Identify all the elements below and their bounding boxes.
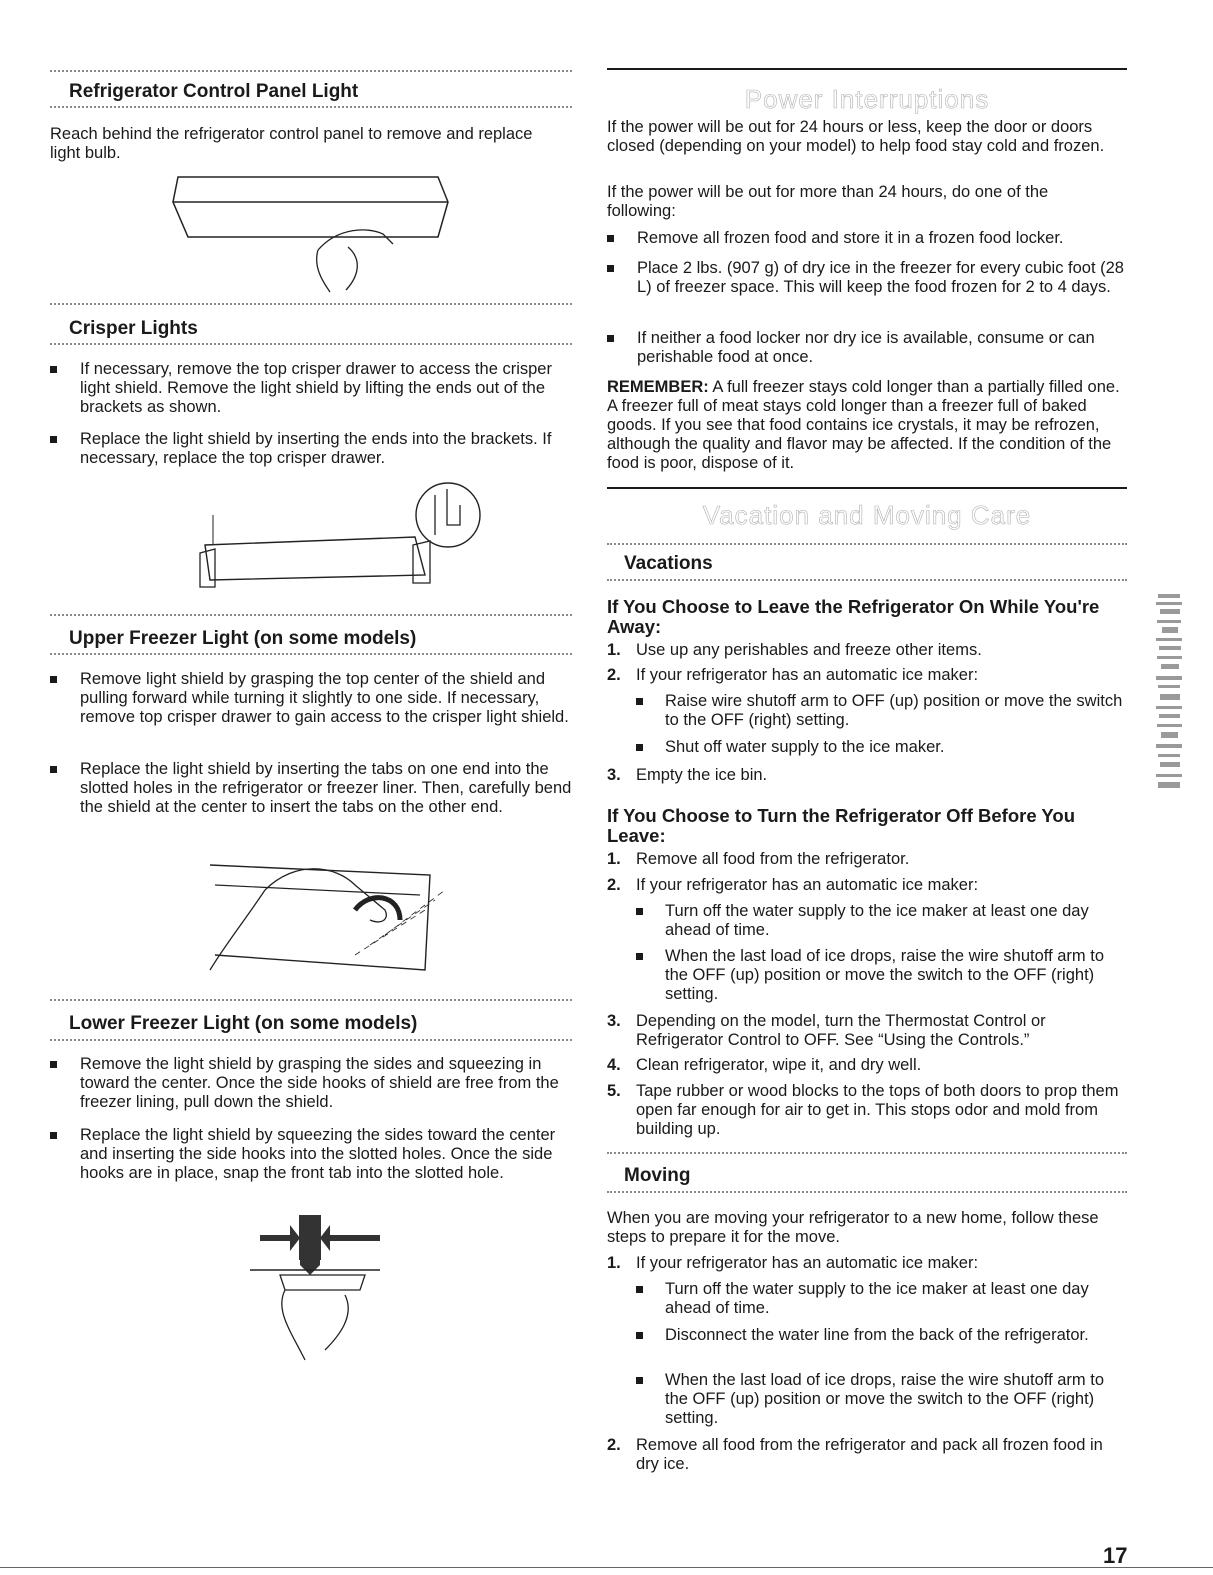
list-item: Replace the light shield by inserting the ends into the brackets. If necessary, replace the top crisper drawer.: [50, 430, 572, 468]
control-panel-heading: Refrigerator Control Panel Light: [69, 81, 359, 102]
crisper-illustration: [185, 475, 485, 600]
divider: [50, 999, 572, 1001]
divider: [50, 303, 572, 305]
list-item: If neither a food locker nor dry ice is available, consume or can perishable food at once.: [607, 329, 1127, 367]
list-item: 4. Clean refrigerator, wipe it, and dry well.: [607, 1056, 922, 1074]
power-interruptions-title: Power Interruptions: [744, 84, 990, 114]
list-item: Replace the light shield by inserting the tabs on one end into the slotted holes in the refrigerator or freezer liner. Then, carefully bend the shield at the center to insert the tabs on the other end.: [50, 760, 572, 817]
divider: [50, 614, 572, 616]
list-item: 2. If your refrigerator has an automatic ice maker:: [607, 876, 979, 894]
moving-intro: When you are moving your refrigerator to a new home, follow these steps to prepare it for the move.: [607, 1209, 1099, 1246]
section-rule: [607, 487, 1127, 489]
list-item: 3. Empty the ice bin.: [607, 766, 768, 784]
list-item: Place 2 lbs. (907 g) of dry ice in the freezer for every cubic foot (28 L) of freezer space. This will keep the food frozen for 2 to 4 days.: [607, 259, 1127, 297]
crisper-heading: Crisper Lights: [69, 318, 198, 339]
control-panel-text: Reach behind the refrigerator control panel to remove and replace light bulb.: [50, 125, 533, 162]
power-paragraph-1: If the power will be out for 24 hours or less, keep the door or doors closed (depending on your model) to help food stay cold and frozen.: [607, 118, 1105, 155]
list-item: Raise wire shutoff arm to OFF (up) position or move the switch to the OFF (right) setting.: [607, 692, 1127, 730]
list-item: Shut off water supply to the ice maker.: [607, 738, 1127, 757]
leave-on-heading: If You Choose to Leave the Refrigerator On While You're Away:: [607, 596, 1100, 637]
list-item: Remove all frozen food and store it in a frozen food locker.: [607, 229, 1127, 248]
remember-text: A full freezer stays cold longer than a partially filled one. A freezer full of meat stays cold longer than a freezer full of baked goods. If you see that food contains ice crystals, it may be refrozen, although the quality and flavor may be affected. If the condition of the food is poor, dispose of it.: [607, 378, 1120, 472]
divider: [50, 106, 572, 108]
upper-freezer-illustration: [185, 850, 445, 980]
vacations-heading: Vacations: [624, 553, 713, 574]
list-item: Remove the light shield by grasping the sides and squeezing in toward the center. Once the side hooks of shield are free from the freezer lining, pull down the shield.: [50, 1055, 572, 1112]
divider: [50, 653, 572, 655]
list-item: When the last load of ice drops, raise the wire shutoff arm to the OFF (up) position or move the switch to the OFF (right) setting.: [607, 947, 1127, 1004]
lower-freezer-heading: Lower Freezer Light (on some models): [69, 1013, 418, 1034]
list-item: 5. Tape rubber or wood blocks to the tops of both doors to prop them open far enough for air to get in. This stops odor and mold from building up.: [607, 1082, 1119, 1138]
moving-heading: Moving: [624, 1165, 691, 1186]
list-item: When the last load of ice drops, raise the wire shutoff arm to the OFF (up) position or move the switch to the OFF (right) setting.: [607, 1371, 1127, 1428]
list-item: 2. Remove all food from the refrigerator and pack all frozen food in dry ice.: [607, 1436, 1103, 1473]
list-item: 3. Depending on the model, turn the Thermostat Control or Refrigerator Control to OFF. See “Using the Controls.”: [607, 1012, 1046, 1049]
divider: [607, 579, 1127, 581]
divider: [50, 1039, 572, 1041]
divider: [607, 1152, 1127, 1154]
lower-freezer-illustration: [245, 1210, 395, 1370]
turn-off-heading: If You Choose to Turn the Refrigerator Off Before You Leave:: [607, 805, 1076, 846]
list-item: If necessary, remove the top crisper drawer to access the crisper light shield. Remove the light shield by lifting the ends out of the brackets as shown.: [50, 360, 572, 417]
list-item: Remove light shield by grasping the top center of the shield and pulling forward while turning it slightly to one side. If necessary, remove top crisper drawer to gain access to the crisper light shield.: [50, 670, 572, 727]
vacation-moving-title: Vacation and Moving Care: [702, 500, 1032, 530]
list-item: 1. Use up any perishables and freeze other items.: [607, 641, 982, 659]
side-tab-graphic: [1152, 590, 1186, 795]
divider: [607, 543, 1127, 545]
list-item: 1. If your refrigerator has an automatic ice maker:: [607, 1254, 979, 1272]
list-item: Turn off the water supply to the ice maker at least one day ahead of time.: [607, 1280, 1127, 1318]
remember-label: REMEMBER:: [607, 378, 709, 396]
list-item: Turn off the water supply to the ice maker at least one day ahead of time.: [607, 902, 1127, 940]
divider: [50, 343, 572, 345]
section-rule: [607, 68, 1127, 70]
power-paragraph-2: If the power will be out for more than 24 hours, do one of the following:: [607, 183, 1049, 220]
upper-freezer-heading: Upper Freezer Light (on some models): [69, 628, 417, 649]
remember-note: [607, 378, 1127, 473]
page-number: 17: [1103, 1543, 1128, 1568]
divider: [607, 1191, 1127, 1193]
footer-rule: [0, 1567, 1213, 1568]
list-item: 1. Remove all food from the refrigerator.: [607, 850, 910, 868]
control-panel-illustration: [168, 172, 458, 297]
list-item: 2. If your refrigerator has an automatic ice maker:: [607, 666, 979, 684]
divider: [50, 70, 572, 72]
list-item: Disconnect the water line from the back of the refrigerator.: [607, 1326, 1127, 1345]
list-item: Replace the light shield by squeezing the sides toward the center and inserting the side hooks into the slotted holes. Once the side hooks are in place, snap the front tab into the slotted hole.: [50, 1126, 572, 1183]
